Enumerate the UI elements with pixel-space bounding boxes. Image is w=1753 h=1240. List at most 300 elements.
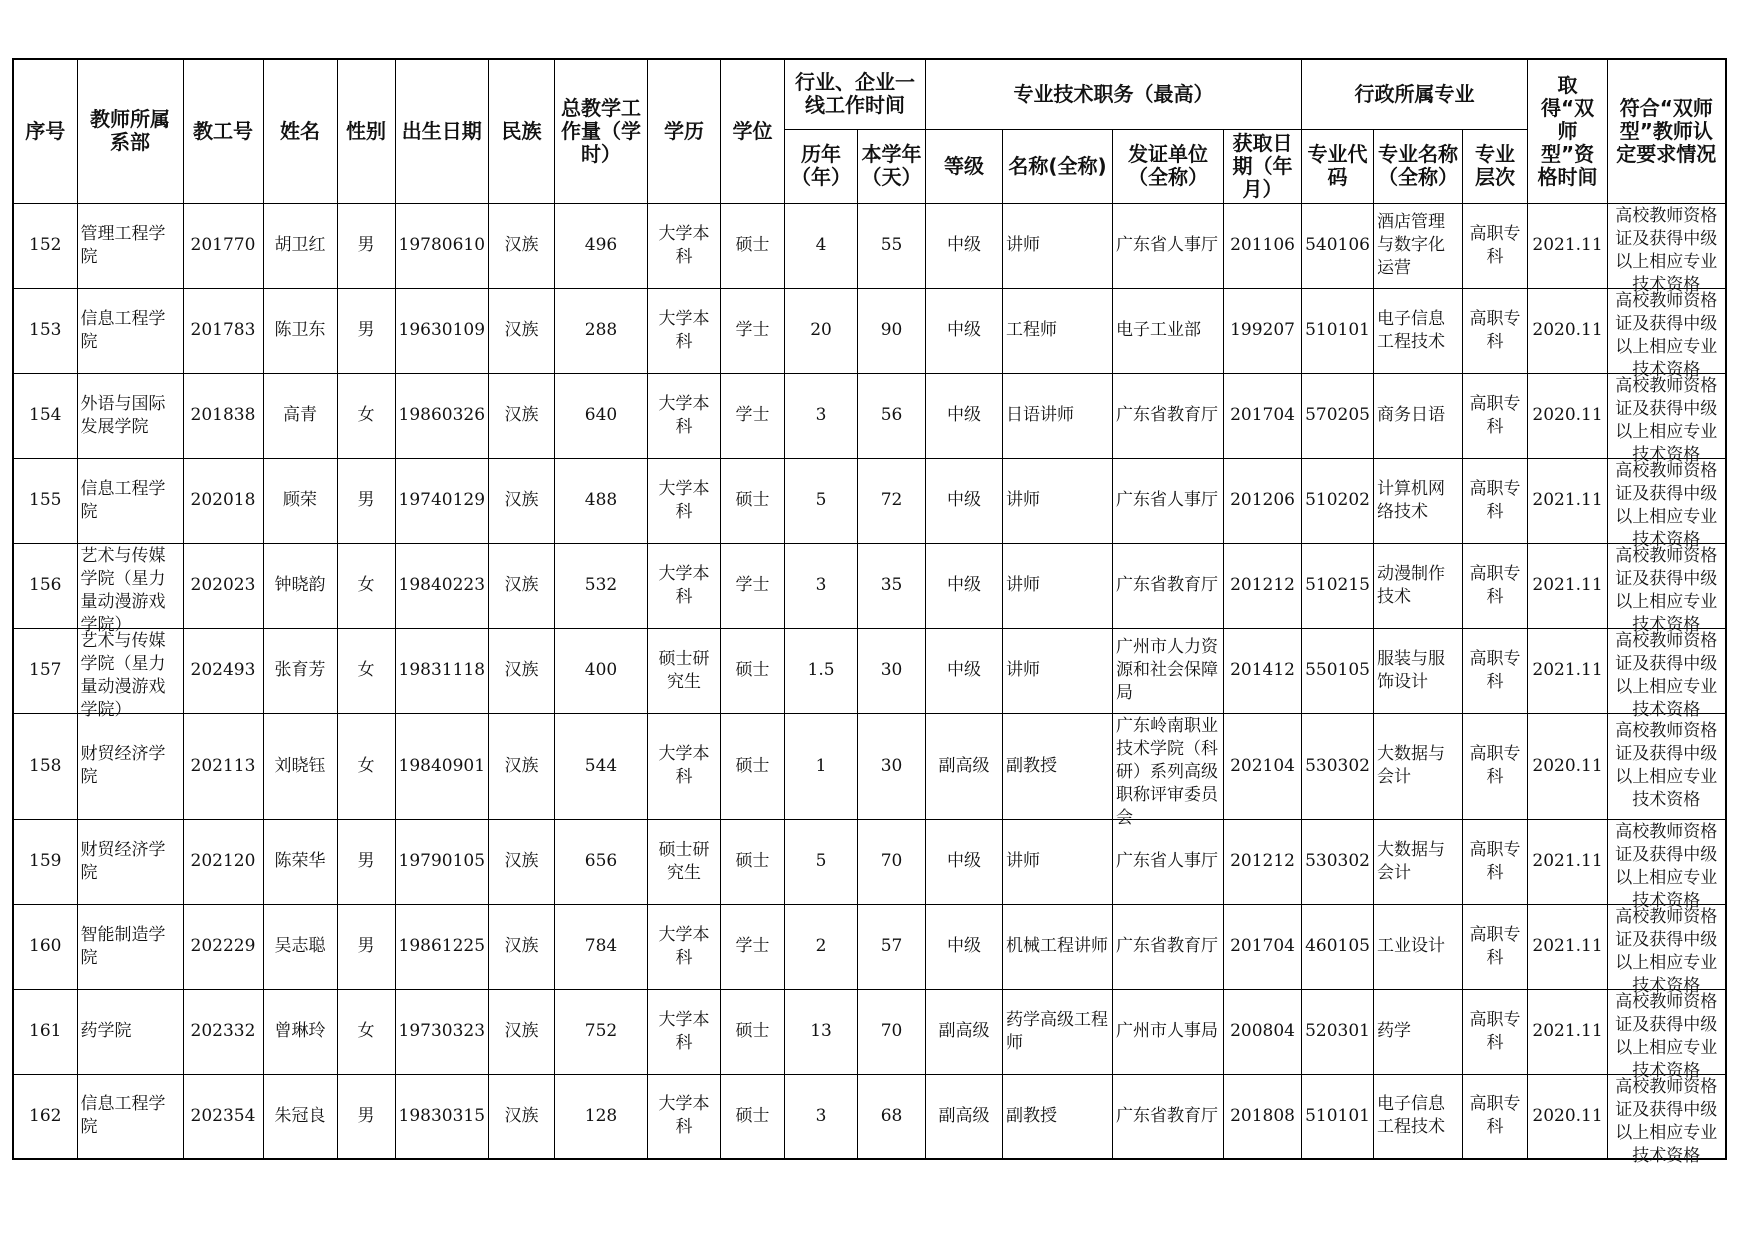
cell-title-level <box>926 458 1003 543</box>
cell-title-date <box>1224 713 1302 819</box>
cell-title-date <box>1224 373 1302 458</box>
cell-text: 硕士 <box>735 235 770 255</box>
cell-ethnicity <box>489 989 555 1074</box>
cell-text: 4 <box>815 235 827 255</box>
cell-text: 男 <box>357 320 375 340</box>
cell-industry-years <box>785 458 858 543</box>
cell-seq <box>13 1074 77 1159</box>
cell-title-level <box>926 203 1003 288</box>
cell-industry-years <box>785 989 858 1074</box>
cell-workload <box>555 1074 648 1159</box>
cell-text: 大学本科 <box>658 1009 710 1053</box>
cell-text: 钟晓韵 <box>274 575 326 595</box>
header-major-name: 专业名称（全称） <box>1374 129 1463 203</box>
cell-text: 153 <box>29 320 62 340</box>
cell-text: 201808 <box>1230 1105 1295 1126</box>
cell-text: 汉族 <box>504 490 539 510</box>
table-row <box>13 904 1726 989</box>
cell-text: 高校教师资格证及获得中级以上相应专业技术资格 <box>1615 822 1718 911</box>
cell-text: 19860326 <box>398 405 486 425</box>
cell-text: 硕士 <box>735 660 770 680</box>
cell-text: 530302 <box>1305 755 1370 776</box>
cell-major-level <box>1463 1074 1528 1159</box>
cell-text: 商务日语 <box>1377 405 1446 425</box>
cell-text: 2021.11 <box>1532 660 1603 680</box>
cell-text: 动漫制作技术 <box>1377 563 1446 607</box>
cell-dual-basis <box>1608 288 1726 380</box>
cell-industry-days <box>858 628 926 713</box>
cell-dual-time <box>1528 989 1608 1074</box>
cell-workload <box>555 989 648 1074</box>
cell-text: 大学本科 <box>658 924 710 968</box>
cell-text: 520301 <box>1305 1021 1370 1041</box>
cell-text: 高校教师资格证及获得中级以上相应专业技术资格 <box>1615 546 1718 635</box>
cell-text: 男 <box>357 1105 375 1126</box>
cell-dept <box>77 628 183 720</box>
table-row <box>13 373 1726 458</box>
cell-text: 副高级 <box>938 1105 990 1126</box>
cell-text: 2021.11 <box>1532 575 1603 595</box>
cell-text: 讲师 <box>1006 235 1041 255</box>
cell-title-level <box>926 819 1003 904</box>
cell-name <box>263 628 337 713</box>
cell-text: 汉族 <box>504 660 539 680</box>
cell-text: 副教授 <box>1006 1105 1058 1126</box>
cell-dept <box>77 989 183 1074</box>
cell-title-date <box>1224 458 1302 543</box>
cell-ethnicity <box>489 628 555 713</box>
cell-title-date <box>1224 203 1302 288</box>
header-major-level: 专业层次 <box>1463 129 1528 203</box>
cell-dept <box>77 819 183 904</box>
cell-text: 酒店管理与数字化运营 <box>1377 212 1446 278</box>
cell-text: 信息工程学院 <box>80 1094 166 1138</box>
cell-title-date <box>1224 543 1302 628</box>
cell-text: 159 <box>29 851 62 871</box>
cell-text: 大学本科 <box>658 393 710 437</box>
cell-major-name <box>1374 1074 1463 1159</box>
cell-workload <box>555 904 648 989</box>
header-name: 姓名 <box>263 59 337 203</box>
cell-text: 201838 <box>190 405 256 425</box>
cell-text: 陈荣华 <box>274 851 326 871</box>
cell-text: 硕士 <box>735 851 770 871</box>
cell-text: 35 <box>880 575 903 595</box>
cell-text: 19840223 <box>398 575 486 595</box>
cell-dual-basis <box>1608 1074 1726 1166</box>
cell-text: 学士 <box>735 405 770 425</box>
cell-title-issuer <box>1113 458 1224 543</box>
cell-text: 高校教师资格证及获得中级以上相应专业技术资格 <box>1615 376 1718 465</box>
cell-dual-basis <box>1608 989 1726 1081</box>
cell-seq <box>13 288 77 373</box>
cell-dual-basis <box>1608 373 1726 465</box>
cell-text: 女 <box>357 405 375 425</box>
cell-text: 讲师 <box>1006 851 1041 871</box>
cell-degree <box>721 989 785 1074</box>
cell-seq <box>13 904 77 989</box>
cell-text: 汉族 <box>504 1105 539 1126</box>
cell-education <box>648 628 721 713</box>
cell-major-name <box>1374 203 1463 288</box>
cell-text: 中级 <box>947 660 982 680</box>
cell-staff-id <box>183 628 263 713</box>
table-row <box>13 288 1726 373</box>
cell-text: 19730323 <box>398 1021 486 1041</box>
cell-text: 155 <box>29 490 62 510</box>
cell-text: 广东省教育厅 <box>1116 575 1219 595</box>
cell-workload <box>555 543 648 628</box>
cell-ethnicity <box>489 373 555 458</box>
cell-text: 高校教师资格证及获得中级以上相应专业技术资格 <box>1615 291 1718 380</box>
cell-ethnicity <box>489 288 555 373</box>
cell-major-name <box>1374 713 1463 819</box>
cell-text: 72 <box>880 490 903 510</box>
cell-seq <box>13 713 77 819</box>
header-industry-years: 历年（年） <box>785 129 858 203</box>
cell-title-date <box>1224 904 1302 989</box>
cell-title-level <box>926 543 1003 628</box>
cell-title-issuer <box>1113 543 1224 628</box>
cell-education <box>648 203 721 288</box>
cell-text: 510101 <box>1305 1105 1370 1126</box>
cell-text: 19740129 <box>398 490 486 510</box>
cell-workload <box>555 713 648 819</box>
cell-text: 高职专科 <box>1469 393 1521 437</box>
cell-gender <box>337 543 395 628</box>
cell-text: 162 <box>29 1105 62 1126</box>
cell-text: 大学本科 <box>658 223 710 267</box>
cell-text: 张育芳 <box>274 660 326 680</box>
cell-text: 90 <box>880 320 903 340</box>
cell-seq <box>13 543 77 628</box>
cell-workload <box>555 819 648 904</box>
cell-text: 中级 <box>947 936 982 956</box>
header-dept: 教师所属系部 <box>77 59 183 203</box>
cell-major-code <box>1302 458 1374 543</box>
cell-text: 计算机网络技术 <box>1377 478 1446 522</box>
cell-birth <box>395 458 489 543</box>
cell-industry-years <box>785 1074 858 1159</box>
header-title-group: 专业技术职务（最高） <box>926 59 1302 129</box>
cell-text: 1.5 <box>807 660 835 680</box>
cell-text: 高职专科 <box>1469 924 1521 968</box>
cell-degree <box>721 203 785 288</box>
cell-major-name <box>1374 543 1463 628</box>
cell-text: 汉族 <box>504 1021 539 1041</box>
cell-birth <box>395 628 489 713</box>
cell-ethnicity <box>489 203 555 288</box>
header-industry-group: 行业、企业一线工作时间 <box>785 59 926 129</box>
cell-title-issuer <box>1113 904 1224 989</box>
cell-text: 副教授 <box>1006 755 1058 776</box>
cell-text: 汉族 <box>504 851 539 871</box>
cell-text: 广东省人事厅 <box>1116 235 1219 255</box>
header-title-level: 等级 <box>926 129 1003 203</box>
cell-major-code <box>1302 203 1374 288</box>
cell-title-name <box>1003 458 1113 543</box>
cell-ethnicity <box>489 458 555 543</box>
cell-text: 400 <box>584 660 618 680</box>
cell-text: 广东岭南职业技术学院（科研）系列高级职称评审委员会 <box>1116 716 1219 828</box>
cell-major-name <box>1374 373 1463 458</box>
cell-title-name <box>1003 543 1113 628</box>
cell-major-name <box>1374 904 1463 989</box>
cell-name <box>263 458 337 543</box>
cell-name <box>263 904 337 989</box>
cell-text: 硕士 <box>735 1105 770 1126</box>
cell-text: 高校教师资格证及获得中级以上相应专业技术资格 <box>1615 1076 1718 1166</box>
cell-text: 1 <box>815 755 827 776</box>
cell-staff-id <box>183 989 263 1074</box>
cell-text: 200804 <box>1230 1021 1295 1041</box>
header-staff-id: 教工号 <box>183 59 263 203</box>
cell-text: 496 <box>584 235 618 255</box>
cell-name <box>263 819 337 904</box>
cell-text: 广东省教育厅 <box>1116 405 1219 425</box>
cell-major-code <box>1302 989 1374 1074</box>
cell-text: 544 <box>584 755 618 776</box>
cell-text: 男 <box>357 936 375 956</box>
cell-gender <box>337 288 395 373</box>
cell-text: 中级 <box>947 235 982 255</box>
cell-dual-time <box>1528 904 1608 989</box>
cell-text: 201206 <box>1230 490 1295 510</box>
cell-major-level <box>1463 203 1528 288</box>
header-industry-days: 本学年（天） <box>858 129 926 203</box>
cell-staff-id <box>183 1074 263 1159</box>
cell-gender <box>337 1074 395 1159</box>
cell-ethnicity <box>489 1074 555 1159</box>
cell-title-issuer <box>1113 288 1224 373</box>
cell-text: 2 <box>815 936 827 956</box>
cell-industry-years <box>785 373 858 458</box>
cell-text: 胡卫红 <box>274 235 326 255</box>
header-gender: 性别 <box>337 59 395 203</box>
cell-text: 202018 <box>190 490 256 510</box>
cell-text: 大学本科 <box>658 478 710 522</box>
cell-text: 工程师 <box>1006 320 1058 340</box>
cell-text: 30 <box>880 755 903 776</box>
cell-text: 201412 <box>1230 660 1295 680</box>
cell-dual-time <box>1528 458 1608 543</box>
cell-text: 药学高级工程师 <box>1006 1009 1109 1053</box>
cell-gender <box>337 458 395 543</box>
cell-text: 19861225 <box>398 936 486 956</box>
cell-text: 广东省教育厅 <box>1116 936 1219 956</box>
cell-text: 大数据与会计 <box>1377 839 1446 883</box>
cell-workload <box>555 458 648 543</box>
cell-name <box>263 1074 337 1159</box>
cell-workload <box>555 203 648 288</box>
cell-dept <box>77 373 183 458</box>
cell-text: 158 <box>29 755 62 776</box>
cell-dual-time <box>1528 628 1608 713</box>
cell-text: 艺术与传媒学院（星力量动漫游戏学院） <box>80 546 166 635</box>
cell-text: 752 <box>584 1021 618 1041</box>
cell-text: 201212 <box>1230 575 1295 595</box>
cell-text: 57 <box>880 936 903 956</box>
cell-text: 高职专科 <box>1469 1009 1521 1053</box>
cell-text: 管理工程学院 <box>80 223 166 267</box>
cell-title-issuer <box>1113 628 1224 713</box>
cell-text: 女 <box>357 575 375 595</box>
cell-text: 510215 <box>1305 575 1370 595</box>
cell-industry-days <box>858 904 926 989</box>
cell-text: 大学本科 <box>658 563 710 607</box>
cell-major-level <box>1463 458 1528 543</box>
cell-birth <box>395 904 489 989</box>
cell-gender <box>337 373 395 458</box>
cell-text: 3 <box>815 1105 827 1126</box>
cell-major-code <box>1302 373 1374 458</box>
cell-birth <box>395 543 489 628</box>
cell-text: 女 <box>357 1021 375 1041</box>
cell-text: 2021.11 <box>1532 936 1603 956</box>
cell-major-code <box>1302 819 1374 904</box>
cell-text: 大数据与会计 <box>1377 744 1446 787</box>
cell-text: 2020.11 <box>1532 320 1603 340</box>
cell-text: 电子信息工程技术 <box>1377 1094 1446 1138</box>
cell-text: 硕士 <box>735 1021 770 1041</box>
cell-text: 高职专科 <box>1469 223 1521 267</box>
cell-industry-days <box>858 203 926 288</box>
cell-staff-id <box>183 713 263 819</box>
cell-text: 19840901 <box>398 755 486 776</box>
cell-title-level <box>926 713 1003 819</box>
cell-text: 70 <box>880 851 903 871</box>
cell-text: 大学本科 <box>658 1094 710 1138</box>
cell-industry-years <box>785 288 858 373</box>
cell-name <box>263 373 337 458</box>
cell-industry-years <box>785 713 858 819</box>
cell-text: 药学 <box>1377 1021 1412 1041</box>
cell-industry-days <box>858 713 926 819</box>
table-row <box>13 628 1726 713</box>
cell-text: 201783 <box>190 320 256 340</box>
cell-dual-basis <box>1608 713 1726 819</box>
cell-text: 中级 <box>947 320 982 340</box>
cell-text: 高职专科 <box>1469 839 1521 883</box>
cell-gender <box>337 713 395 819</box>
cell-text: 汉族 <box>504 235 539 255</box>
cell-text: 汉族 <box>504 320 539 340</box>
cell-title-date <box>1224 819 1302 904</box>
cell-title-name <box>1003 713 1113 819</box>
cell-text: 高校教师资格证及获得中级以上相应专业技术资格 <box>1615 721 1718 810</box>
cell-text: 中级 <box>947 490 982 510</box>
cell-major-name <box>1374 288 1463 373</box>
cell-seq <box>13 458 77 543</box>
cell-text: 550105 <box>1305 660 1370 680</box>
cell-text: 汉族 <box>504 936 539 956</box>
cell-staff-id <box>183 904 263 989</box>
cell-text: 540106 <box>1305 235 1370 255</box>
cell-major-code <box>1302 628 1374 713</box>
cell-title-issuer <box>1113 713 1224 828</box>
cell-birth <box>395 203 489 288</box>
cell-industry-days <box>858 373 926 458</box>
cell-text: 男 <box>357 851 375 871</box>
cell-text: 3 <box>815 405 827 425</box>
cell-gender <box>337 989 395 1074</box>
cell-text: 128 <box>584 1105 618 1126</box>
cell-dual-time <box>1528 543 1608 628</box>
cell-text: 2020.11 <box>1532 755 1603 776</box>
cell-education <box>648 819 721 904</box>
header-dual-time: 取得“双师型”资格时间 <box>1528 59 1608 203</box>
cell-gender <box>337 628 395 713</box>
cell-seq <box>13 203 77 288</box>
cell-text: 高校教师资格证及获得中级以上相应专业技术资格 <box>1615 631 1718 720</box>
cell-major-level <box>1463 628 1528 713</box>
cell-education <box>648 713 721 819</box>
cell-text: 广州市人力资源和社会保障局 <box>1116 637 1219 703</box>
cell-text: 19780610 <box>398 235 486 255</box>
cell-text: 高职专科 <box>1469 648 1521 692</box>
cell-text: 汉族 <box>504 755 539 776</box>
cell-text: 硕士 <box>735 755 770 776</box>
cell-name <box>263 989 337 1074</box>
cell-title-name <box>1003 1074 1113 1159</box>
cell-text: 56 <box>880 405 903 425</box>
header-title-issuer: 发证单位（全称） <box>1113 129 1224 203</box>
cell-text: 汉族 <box>504 405 539 425</box>
cell-text: 高青 <box>283 405 317 425</box>
cell-text: 工业设计 <box>1377 936 1446 956</box>
cell-major-code <box>1302 1074 1374 1159</box>
cell-text: 784 <box>584 936 618 956</box>
cell-text: 吴志聪 <box>274 936 326 956</box>
cell-text: 2020.11 <box>1532 405 1603 425</box>
cell-text: 160 <box>29 936 62 956</box>
teacher-table <box>12 58 1727 1166</box>
cell-industry-days <box>858 1074 926 1159</box>
cell-major-code <box>1302 543 1374 628</box>
cell-text: 高校教师资格证及获得中级以上相应专业技术资格 <box>1615 461 1718 550</box>
cell-text: 副高级 <box>938 755 990 776</box>
cell-text: 男 <box>357 490 375 510</box>
table-row <box>13 458 1726 543</box>
cell-major-code <box>1302 288 1374 373</box>
cell-text: 640 <box>584 405 618 425</box>
cell-text: 201106 <box>1230 235 1295 255</box>
header-degree: 学位 <box>721 59 785 203</box>
cell-industry-years <box>785 819 858 904</box>
header-dual-basis: 符合“双师型”教师认定要求情况 <box>1608 59 1726 203</box>
cell-dual-basis <box>1608 628 1726 720</box>
cell-text: 2021.11 <box>1532 851 1603 871</box>
table-row <box>13 543 1726 628</box>
header-major-code: 专业代码 <box>1302 129 1374 203</box>
cell-dept <box>77 203 183 288</box>
cell-text: 硕士研究生 <box>658 648 710 692</box>
cell-text: 学士 <box>735 936 770 956</box>
cell-birth <box>395 1074 489 1159</box>
cell-education <box>648 1074 721 1159</box>
cell-text: 19630109 <box>398 320 486 340</box>
cell-dept <box>77 904 183 989</box>
header-ethnicity: 民族 <box>489 59 555 203</box>
cell-text: 陈卫东 <box>274 320 326 340</box>
header-seq: 序号 <box>13 59 77 203</box>
cell-staff-id <box>183 288 263 373</box>
cell-industry-days <box>858 288 926 373</box>
cell-dual-time <box>1528 1074 1608 1159</box>
cell-text: 广州市人事局 <box>1116 1021 1219 1041</box>
cell-birth <box>395 288 489 373</box>
cell-title-date <box>1224 628 1302 713</box>
